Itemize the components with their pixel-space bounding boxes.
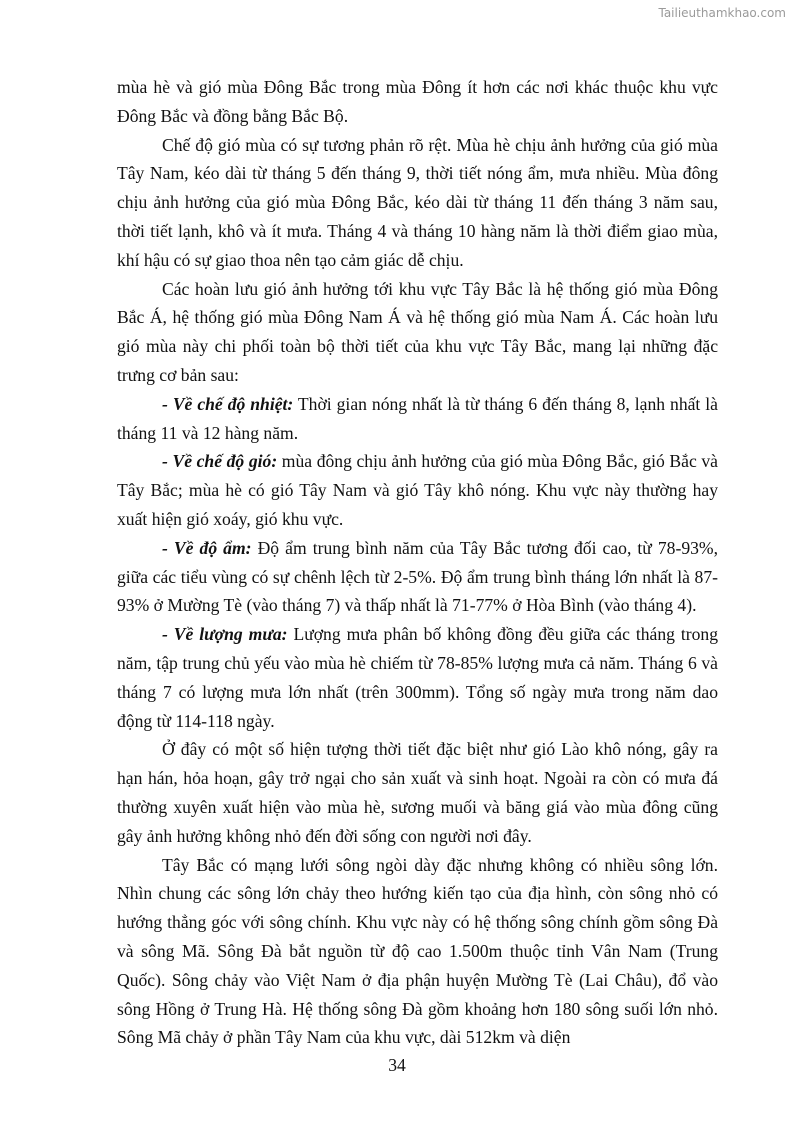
feature-humidity-label: - Về độ ẩm: (162, 537, 252, 558)
paragraph-special-weather: Ở đây có một số hiện tượng thời tiết đặc biệt như gió Lào khô nóng, gây ra hạn hán, hỏa hoạn, gây trở ngại cho sản xuất và sinh hoạt. Ngoài ra còn có mưa đá thường xuyên xuất hiện vào mùa hè, sương muối và băng giá vào mùa đông cũng gây ảnh hưởng không nhỏ đến đời sống con người nơi đây. (117, 739, 718, 846)
paragraph-circulation: Các hoàn lưu gió ảnh hưởng tới khu vực Tây Bắc là hệ thống gió mùa Đông Bắc Á, hệ thống gió mùa Đông Nam Á và hệ thống gió mùa Nam Á. Các hoàn lưu gió mùa này chi phối toàn bộ thời tiết của khu vực Tây Bắc, mang lại những đặc trưng cơ bản sau: (117, 278, 718, 385)
feature-wind-label: - Về chế độ gió: (162, 451, 278, 472)
page-body (117, 73, 718, 1052)
feature-temperature-text: Thời gian nóng nhất là từ tháng 6 đến tháng 8, lạnh nhất là tháng 11 và 12 hàng năm. (117, 393, 718, 443)
paragraph-rivers: Tây Bắc có mạng lưới sông ngòi dày đặc nhưng không có nhiều sông lớn. Nhìn chung các sông lớn chảy theo hướng kiến tạo của địa hình, còn sông nhỏ có hướng thẳng góc với sông chính. Khu vực này có hệ thống sông chính gồm sông Đà và sông Mã. Sông Đà bắt nguồn từ độ cao 1.500m thuộc tỉnh Vân Nam (Trung Quốc). Sông chảy vào Việt Nam ở địa phận huyện Mường Tè (Lai Châu), đổ vào sông Hồng ở Trung Hà. Hệ thống sông Đà gồm khoảng hơn 180 sông suối lớn nhỏ. Sông Mã chảy ở phần Tây Nam của khu vực, dài 512km và diện (117, 854, 718, 1048)
paragraph-continuation: mùa hè và gió mùa Đông Bắc trong mùa Đông ít hơn các nơi khác thuộc khu vực Đông Bắc và đồng bằng Bắc Bộ. (117, 77, 718, 126)
feature-temperature-label: - Về chế độ nhiệt: (162, 393, 294, 414)
feature-humidity-text: Độ ẩm trung bình năm của Tây Bắc tương đối cao, từ 78-93%, giữa các tiểu vùng có sự chênh lệch từ 2-5%. Độ ẩm trung bình tháng lớn nhất là 87-93% ở Mường Tè (vào tháng 7) và thấp nhất là 71-77% ở Hòa Bình (vào tháng 4). (117, 537, 718, 616)
feature-temperature (117, 390, 718, 448)
feature-wind-text: mùa đông chịu ảnh hưởng của gió mùa Đông Bắc, gió Bắc và Tây Bắc; mùa hè có gió Tây Nam và gió Tây khô nóng. Khu vực này thường hay xuất hiện gió xoáy, gió khu vực. (117, 451, 718, 529)
paragraph-monsoon-regime: Chế độ gió mùa có sự tương phản rõ rệt. Mùa hè chịu ảnh hưởng của gió mùa Tây Nam, kéo dài từ tháng 5 đến tháng 9, thời tiết nóng ẩm, mưa nhiều. Mùa đông chịu ảnh hưởng của gió mùa Đông Bắc, kéo dài từ tháng 11 đến tháng 3 năm sau, thời tiết lạnh, khô và ít mưa. Tháng 4 và tháng 10 hàng năm là thời điểm giao mùa, khí hậu có sự giao thoa nên tạo cảm giác dễ chịu. (117, 134, 718, 270)
feature-rainfall-text: Lượng mưa phân bố không đồng đều giữa các tháng trong năm, tập trung chủ yếu vào mùa hè chiếm từ 78-85% lượng mưa cả năm. Tháng 6 và tháng 7 có lượng mưa lớn nhất (trên 300mm). Tổng số ngày mưa trong năm dao động từ 114-118 ngày. (117, 624, 718, 731)
feature-rainfall (117, 620, 718, 735)
feature-humidity (117, 534, 718, 620)
watermark-text: Tailieuthamkhao.com (658, 6, 786, 20)
feature-rainfall-label: - Về lượng mưa: (162, 624, 288, 645)
page-number: 34 (388, 1055, 406, 1075)
feature-wind (117, 447, 718, 533)
